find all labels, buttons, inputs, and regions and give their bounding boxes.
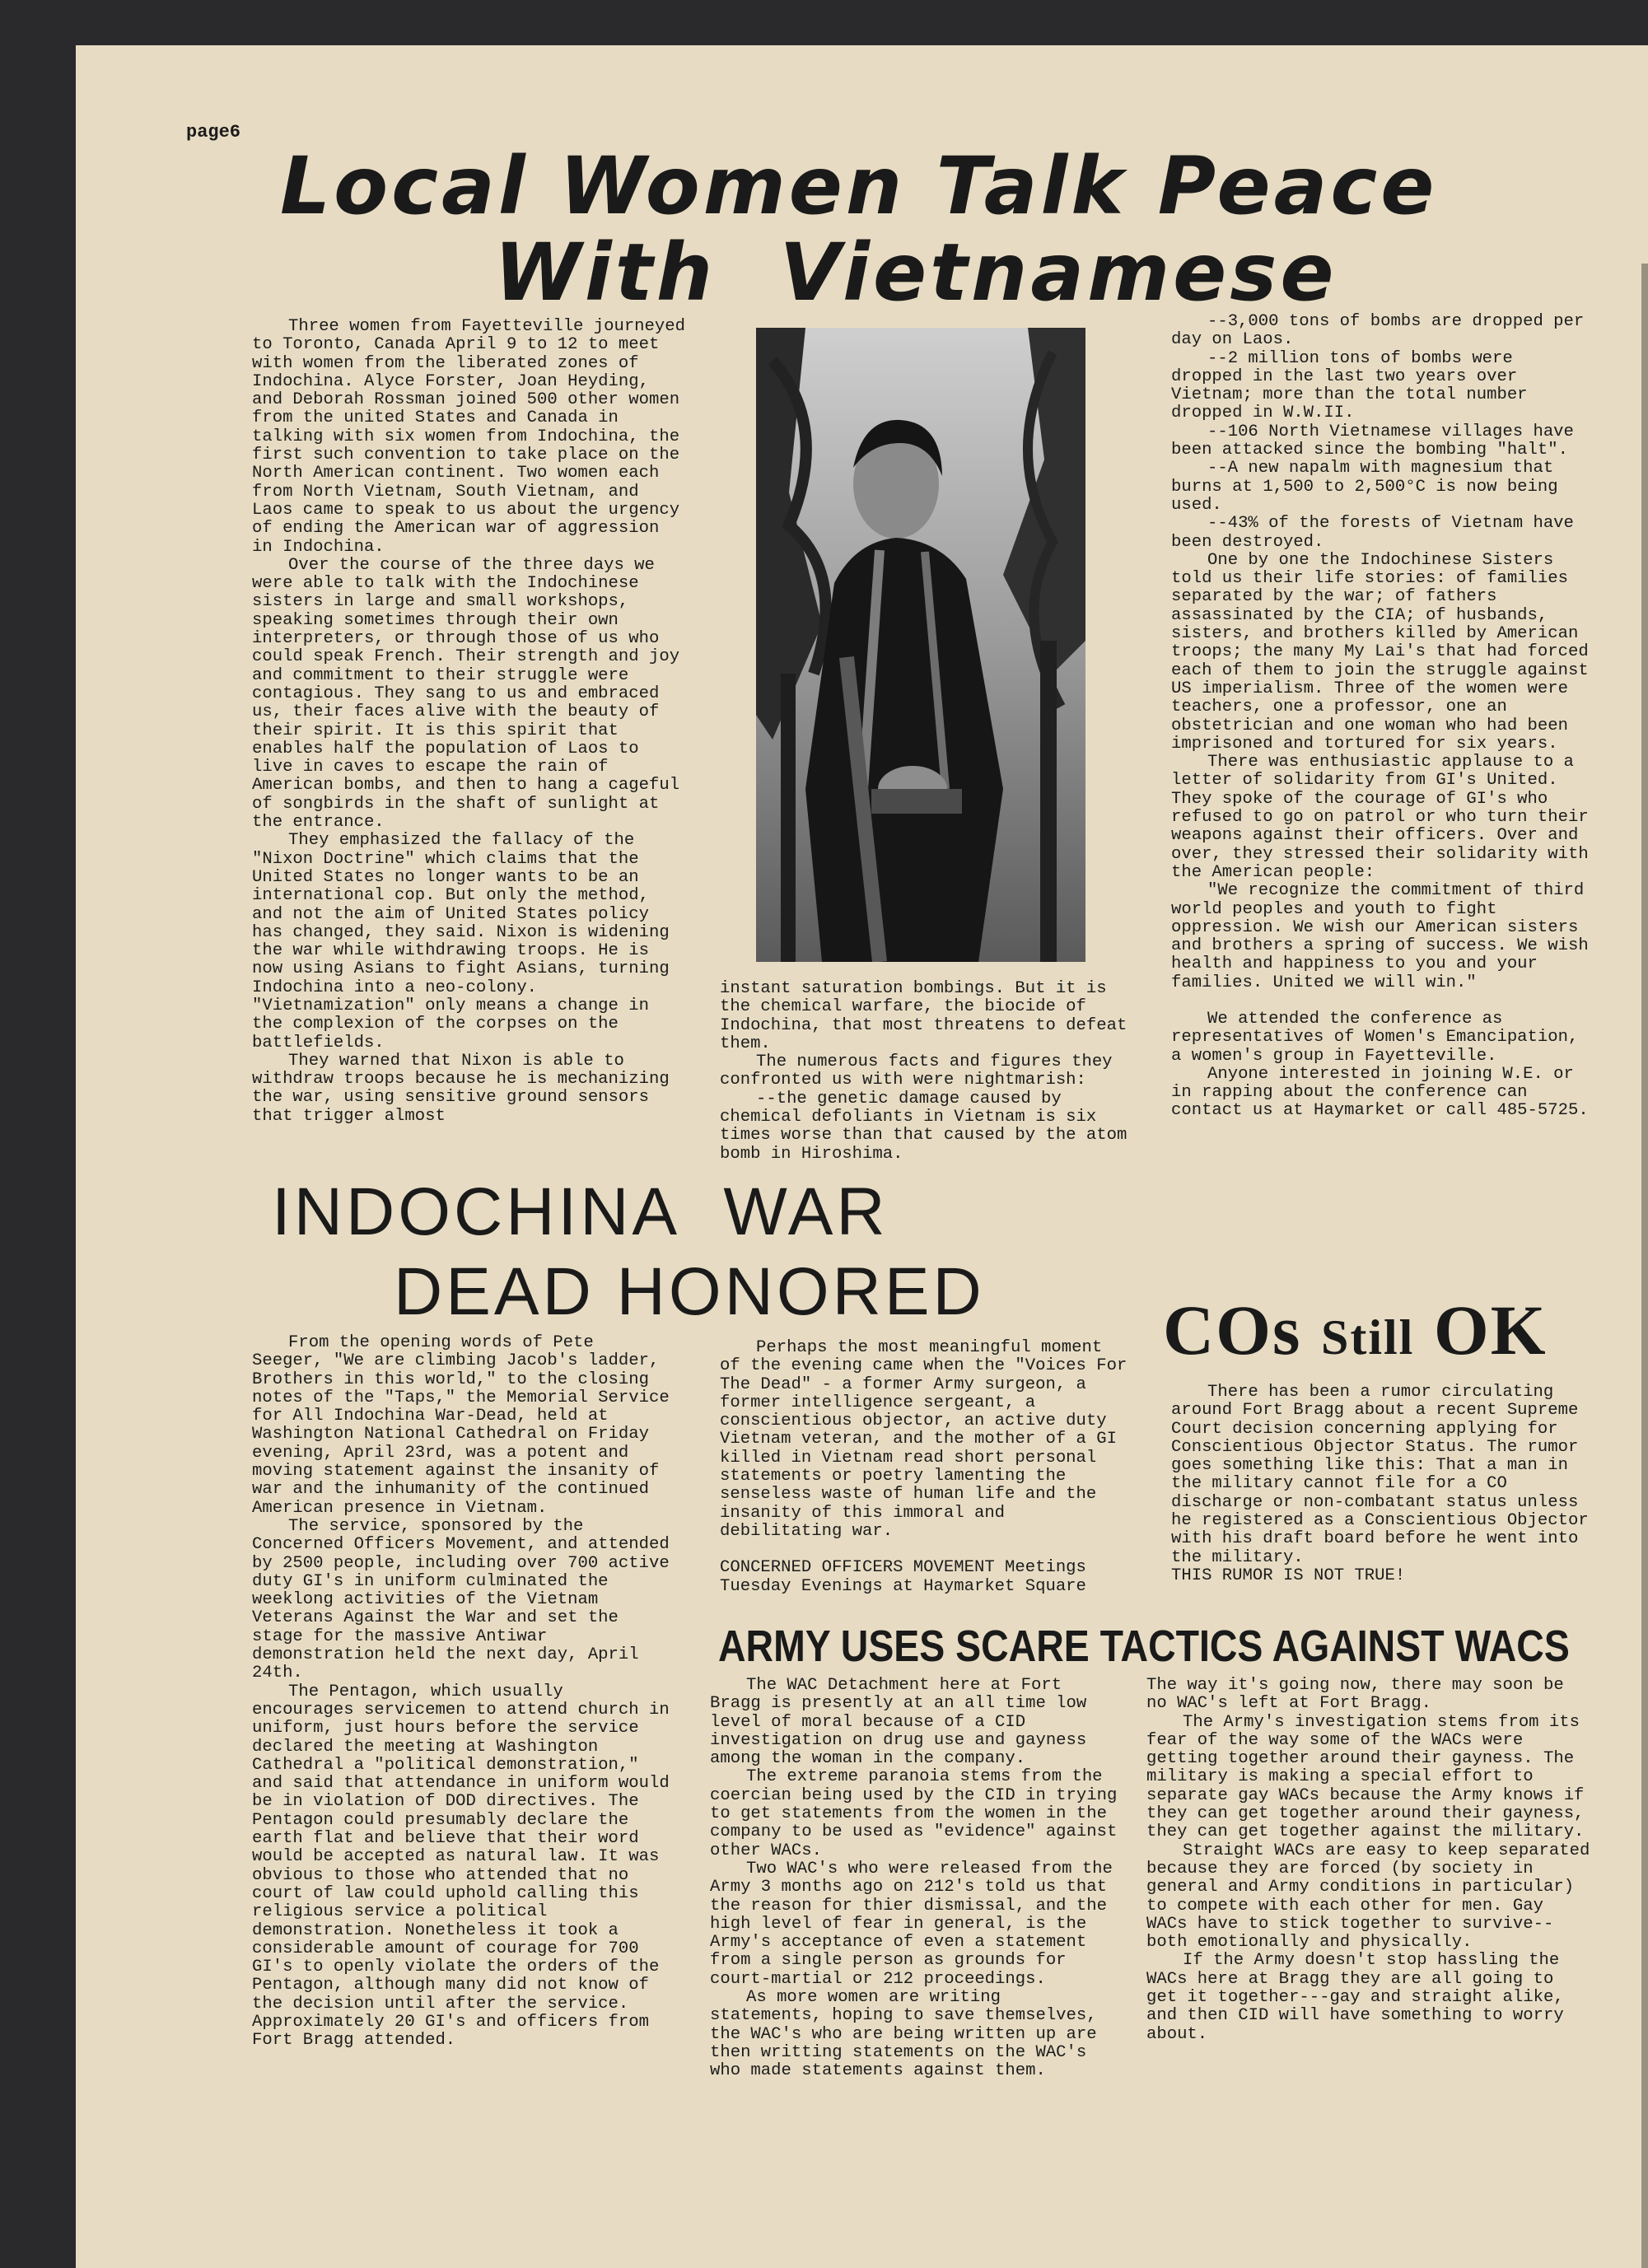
meeting-notice: CONCERNED OFFICERS MOVEMENT Meetings Tuesday Evenings at Haymarket Square	[720, 1558, 1086, 1596]
paragraph: From the opening words of Pete Seeger, "We are climbing Jacob's ladder, Brothers in this world," to the closing notes of the "Taps," the Memorial Service for All Indochina War-Dead, held at Washington National Cathedral on Friday evening, April 23rd, was a potent and moving statement against the insanity of war and the inhumanity of the continued American presence in Vietnam.	[252, 1334, 670, 1518]
headline-local-women-line2: With Vietnamese	[494, 226, 1338, 319]
page-number: page6	[186, 122, 241, 142]
photo-vietnamese-woman	[756, 328, 1085, 962]
headline-still-word: Still	[1320, 1310, 1415, 1365]
paragraph: The extreme paranoia stems from the coercian being used by the CID in trying to get statements from the women in the company to be used as "evidence" against other WACs.	[710, 1767, 1118, 1860]
paragraph: They emphasized the fallacy of the "Nixon Doctrine" which claims that the United States no longer wants to be an international cop. But only the method, and not the aim of United States policy has changed, they said. Nixon is widening the war while withdrawing troops. He is now using Asians to fight Asians, turning Indochina into a neo-colony. "Vietnamization" only means a change in the complexion of the corpses on the battlefields.	[252, 831, 670, 1052]
paragraph: As more women are writing statements, hoping to save themselves, the WAC's who are being written up are then writting statements on the WAC's who made statements against them.	[710, 1988, 1097, 2081]
headline-cos-still-ok	[1163, 1289, 1548, 1371]
article-wacs-column-2	[1146, 1677, 1591, 2088]
paragraph: One by one the Indochinese Sisters told us their life stories: of families separated by the war; of fathers assassinated by the CIA; of husbands, sisters, and brothers killed by American troops; the many My Lai's that had forced each of them to join the struggle against US imperialism. Three of the women were teachers, one a professor, one an obstetrician and one woman who had been imprisoned and tortured for six years.	[1171, 550, 1589, 754]
paragraph: The Pentagon, which usually encourages servicemen to attend church in uniform, just hours before the service declared the meeting at Washington Cathedral a "political demonstration," and said that attendance in uniform would be in violation of DOD directives. The Pentagon could presumably declare the earth flat and believe that their word would be accepted as natural law. It was obvious to those who attended that no court of law could uphold calling this religious service a political demonstration. Nonetheless it took a considerable amount of courage for 700 GI's to openly violate the orders of the Pentagon, although many did not know of the decision until after the service. Approximately 20 GI's and officers from Fort Bragg attended.	[252, 1682, 670, 2051]
paragraph: Three women from Fayetteville journeyed to Toronto, Canada April 9 to 12 to meet with women from the liberated zones of Indochina. Alyce Forster, Joan Heyding, and Deborah Rossman joined 500 other women from the united States and Canada in talking with six women from Indochina, the first such convention to take place on the North American continent. Two women each from North Vietnam, South Vietnam, and Laos came to speak to us about the urgency of ending the American war of aggression in Indochina.	[252, 318, 685, 557]
paragraph: The Army's investigation stems from its fear of the way some of the WACs were getting together around their gayness. The military is making a special effort to separate gay WACs because the Army knows if they can get together around their gayness, they can get together against the military.	[1146, 1712, 1585, 1842]
paragraph: Over the course of the three days we were able to talk with the Indochinese sisters in large and small workshops, speaking sometimes through their own interpreters, or through those of us who could speak French. Their strength and joy and commitment to their struggle were contagious. They sang to us and embraced us, their faces alive with the beauty of their spirit. It is this spirit that enables half the population of Laos to live in caves to escape the rain of American bombs, and then to hang a cageful of songbirds in the shaft of sunlight at the entrance.	[252, 555, 680, 833]
article-cos-body	[1171, 1384, 1591, 1614]
paragraph: Perhaps the most meaningful moment of the evening came when the "Voices For The Dead" - a former Army surgeon, a former intelligence sergeant, a conscientious objector, an active duty Vietnam veteran, and the mother of a GI killed in Vietnam read short personal statements or poetry lamenting the senseless waste of human life and the insanity of this immoral and debilitating war.	[720, 1339, 1127, 1541]
paragraph: The WAC Detachment here at Fort Bragg is presently at an all time low level of moral because of a CID investigation on drug use and gayness among the woman in the company.	[710, 1677, 1087, 1769]
paragraph: Anyone interested in joining W.E. or in rapping about the conference can contact us at Haymarket or call 485-5725.	[1171, 1064, 1589, 1121]
article-wacs-column-1	[710, 1677, 1122, 2154]
paragraph: The service, sponsored by the Concerned Officers Movement, and attended by 2500 people, including over 700 active duty GI's in uniform culminated the weeklong activities of the Vietnam Veterans Against the War and set the stage for the massive Antiwar demonstration held the next day, April 24th.	[252, 1516, 670, 1683]
paragraph: There has been a rumor circulating around Fort Bragg about a recent Supreme Court decision concerning applying for Conscientious Objector Status. The rumor goes something like this: That a man in the military cannot file for a CO discharge or non-combatant status unless he registered as a Conscientious Objector with his draft board before he went into the military.	[1171, 1384, 1589, 1567]
paragraph: They warned that Nixon is able to withdraw troops because he is mechanizing the war, using sensitive ground sensors that trigger almost	[252, 1051, 670, 1126]
paragraph: If the Army doesn't stop hassling the WACs here at Bragg they are all going to get it together---gay and straight alike, and then CID will have something to worry about.	[1146, 1951, 1564, 2044]
headline-indochina-war-line1: INDOCHINA WAR	[272, 1174, 889, 1249]
article-war-dead-column-1	[252, 1334, 672, 2108]
article-war-dead-column-2	[720, 1339, 1132, 1603]
rumor-not-true: THIS RUMOR IS NOT TRUE!	[1171, 1566, 1406, 1585]
paragraph: --43% of the forests of Vietnam have been destroyed.	[1171, 514, 1574, 552]
headline-army-scare-tactics: ARMY USES SCARE TACTICS AGAINST WACS	[718, 1622, 1570, 1671]
headline-indochina-war-line2: DEAD HONORED	[394, 1254, 985, 1329]
paragraph: The numerous facts and figures they confronted us with were nightmarish:	[720, 1052, 1113, 1090]
paragraph: The way it's going now, there may soon be no WAC's left at Fort Bragg.	[1146, 1677, 1564, 1714]
paragraph: Straight WACs are easy to keep separated because they are forced (by society in general and Army conditions in particular) to compete with each other for men. Gay WACs have to stick together to survive--both emotionally and physically.	[1146, 1841, 1590, 1953]
photo-image	[756, 328, 1085, 962]
paragraph: --2 million tons of bombs were dropped in the last two years over Vietnam; more than the total number dropped in W.W.II.	[1171, 348, 1528, 423]
paragraph: Two WAC's who were released from the Army 3 months ago on 212's told us that the reason for thier dismissal, and the high level of fear in general, is the Army's acceptance of even a statement from a single person as grounds for court-martial or 212 proceedings.	[710, 1859, 1113, 1989]
paragraph: We attended the conference as representatives of Women's Emancipation, a women's group in Fayetteville.	[1171, 1009, 1579, 1066]
article-local-women-column-3	[1171, 313, 1591, 1227]
article-local-women-column-2	[720, 980, 1132, 1188]
paragraph: --3,000 tons of bombs are dropped per day on Laos.	[1171, 313, 1585, 350]
headline-local-women-line1: Local Women Talk Peace	[280, 140, 1438, 232]
paragraph: --106 North Vietnamese villages have been attacked since the bombing "halt".	[1171, 422, 1574, 460]
headline-ok-word: OK	[1433, 1290, 1548, 1370]
paragraph: --A new napalm with magnesium that burns at 1,500 to 2,500°C is now being used.	[1171, 459, 1558, 515]
paragraph: instant saturation bombings. But it is the chemical warfare, the biocide of Indochina, that most threatens to defeat them.	[720, 980, 1127, 1053]
paragraph: "We recognize the commitment of third world peoples and youth to fight oppression. We wish our American sisters and brothers a spring of success. We wish health and happiness to you and your families. United we will win."	[1171, 881, 1589, 992]
article-local-women-column-1	[252, 318, 689, 1166]
headline-co-word: COs	[1163, 1290, 1302, 1370]
paragraph: There was enthusiastic applause to a letter of solidarity from GI's United. They spoke of the courage of GI's who refused to go on patrol or who turn their weapons against their officers. Over and over, they stressed their solidarity with the American people:	[1171, 753, 1589, 882]
paragraph: --the genetic damage caused by chemical defoliants in Vietnam is six times worse than that caused by the atom bomb in Hiroshima.	[720, 1089, 1127, 1164]
adjacent-page-edge	[1641, 264, 1648, 2268]
